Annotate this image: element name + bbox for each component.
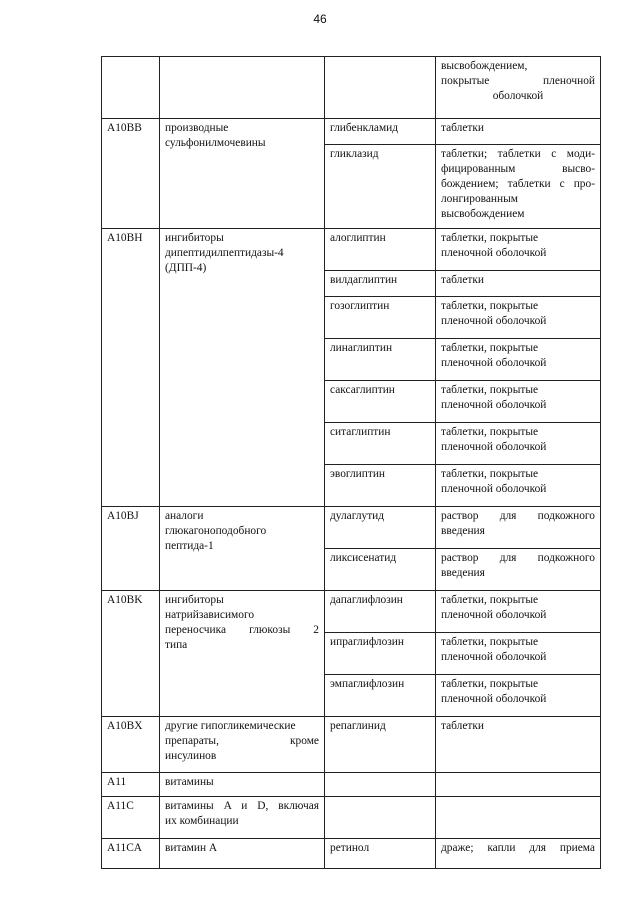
dosage-form-line: таблетки bbox=[441, 274, 485, 286]
dosage-form-cell bbox=[436, 297, 601, 339]
drug-name-cell: ипраглифлозин bbox=[325, 633, 436, 675]
drug-name-cell: саксаглиптин bbox=[325, 381, 436, 423]
table-row bbox=[102, 717, 601, 773]
dosage-form-line: пленочной оболочкой bbox=[441, 441, 547, 454]
group-name-cell bbox=[160, 717, 325, 773]
dosage-form-cell bbox=[436, 797, 601, 839]
group-name-line: натрийзависимого bbox=[165, 609, 255, 622]
dosage-form-cell bbox=[436, 271, 601, 297]
group-name-line: витамин A bbox=[165, 842, 218, 854]
drug-name-cell: ликсисенатид bbox=[325, 549, 436, 591]
group-name-cell bbox=[160, 591, 325, 717]
table-row bbox=[102, 507, 601, 549]
atc-code-cell: A11 bbox=[102, 773, 160, 797]
dosage-form-cell bbox=[436, 675, 601, 717]
dosage-form-cell bbox=[436, 339, 601, 381]
dosage-form-line: пленочной оболочкой bbox=[441, 399, 547, 412]
dosage-form-line: оболочкой bbox=[492, 90, 544, 103]
dosage-form-cell bbox=[436, 633, 601, 675]
group-name-line: производные bbox=[165, 122, 229, 134]
dosage-form-line: таблетки, покрытые bbox=[441, 232, 539, 244]
dosage-form-line: высвобождением bbox=[441, 208, 525, 221]
group-name-line: препараты, кроме bbox=[165, 735, 319, 748]
dosage-form-cell bbox=[436, 465, 601, 507]
dosage-form-cell bbox=[436, 717, 601, 773]
table-row bbox=[102, 57, 601, 119]
table-row bbox=[102, 839, 601, 869]
group-name-line: другие гипогликемические bbox=[165, 720, 296, 732]
drug-name-cell: эвоглиптин bbox=[325, 465, 436, 507]
group-name-line: типа bbox=[165, 639, 188, 652]
dosage-form-line: высвобождением, bbox=[441, 60, 528, 72]
drug-name-cell: гозоглиптин bbox=[325, 297, 436, 339]
dosage-form-cell bbox=[436, 507, 601, 549]
dosage-form-line: пленочной оболочкой bbox=[441, 483, 547, 496]
dosage-form-cell bbox=[436, 229, 601, 271]
group-name-line: ингибиторы bbox=[165, 232, 224, 244]
dosage-form-cell bbox=[436, 381, 601, 423]
table-row bbox=[102, 119, 601, 145]
group-name-line: глюкагоноподобного bbox=[165, 525, 267, 538]
dosage-form-cell bbox=[436, 57, 601, 119]
page-number: 46 bbox=[313, 12, 327, 26]
dosage-form-line: пленочной оболочкой bbox=[441, 651, 547, 664]
drug-name-cell: гликлазид bbox=[325, 145, 436, 229]
dosage-form-line: таблетки, покрытые bbox=[441, 342, 539, 354]
group-name-line: переносчика глюкозы 2 bbox=[165, 624, 319, 637]
group-name-cell bbox=[160, 773, 325, 797]
table-row bbox=[102, 773, 601, 797]
dosage-form-line: пленочной оболочкой bbox=[441, 315, 547, 328]
dosage-form-line: пленочной оболочкой bbox=[441, 357, 547, 370]
dosage-form-line: таблетки, покрытые bbox=[441, 426, 539, 438]
drug-name-cell bbox=[325, 797, 436, 839]
dosage-form-line: драже; капли для приема bbox=[441, 842, 595, 854]
dosage-form-line: таблетки bbox=[441, 122, 485, 134]
table-row bbox=[102, 229, 601, 271]
dosage-form-line: таблетки, покрытые bbox=[441, 636, 539, 648]
atc-code-cell: A10BX bbox=[102, 717, 160, 773]
group-name-line: инсулинов bbox=[165, 750, 217, 763]
drug-name-cell: вилдаглиптин bbox=[325, 271, 436, 297]
dosage-form-line: таблетки, покрытые bbox=[441, 678, 539, 690]
dosage-form-line: таблетки, покрытые bbox=[441, 594, 539, 606]
drug-name-cell: алоглиптин bbox=[325, 229, 436, 271]
group-name-cell bbox=[160, 797, 325, 839]
drug-name-cell: линаглиптин bbox=[325, 339, 436, 381]
drug-name-cell: ретинол bbox=[325, 839, 436, 869]
group-name-line: ингибиторы bbox=[165, 594, 224, 606]
atc-code-cell: A11C bbox=[102, 797, 160, 839]
drug-name-cell bbox=[325, 773, 436, 797]
drug-name-cell bbox=[325, 57, 436, 119]
table-row bbox=[102, 591, 601, 633]
dosage-form-line: таблетки; таблетки с моди- bbox=[441, 148, 595, 160]
dosage-form-cell bbox=[436, 423, 601, 465]
dosage-form-line: лонгированным bbox=[441, 193, 518, 206]
dosage-form-line: фицированным высво- bbox=[441, 163, 595, 176]
dosage-form-line: таблетки, покрытые bbox=[441, 384, 539, 396]
atc-code-cell: A10BK bbox=[102, 591, 160, 717]
dosage-form-line: пленочной оболочкой bbox=[441, 609, 547, 622]
atc-code-cell: A10BB bbox=[102, 119, 160, 229]
atc-code-cell: A10BJ bbox=[102, 507, 160, 591]
dosage-form-cell bbox=[436, 119, 601, 145]
medication-table bbox=[101, 56, 601, 869]
group-name-line: их комбинации bbox=[165, 815, 239, 828]
dosage-form-cell bbox=[436, 591, 601, 633]
drug-name-cell: ситаглиптин bbox=[325, 423, 436, 465]
drug-name-cell: эмпаглифлозин bbox=[325, 675, 436, 717]
dosage-form-line: раствор для подкожного bbox=[441, 510, 595, 522]
dosage-form-line: пленочной оболочкой bbox=[441, 247, 547, 260]
dosage-form-line: таблетки, покрытые bbox=[441, 468, 539, 480]
dosage-form-cell bbox=[436, 773, 601, 797]
dosage-form-line: таблетки bbox=[441, 720, 485, 732]
dosage-form-cell bbox=[436, 549, 601, 591]
table-row bbox=[102, 797, 601, 839]
dosage-form-line: введения bbox=[441, 567, 485, 580]
group-name-cell bbox=[160, 229, 325, 507]
dosage-form-cell bbox=[436, 839, 601, 869]
dosage-form-line: таблетки, покрытые bbox=[441, 300, 539, 312]
drug-name-cell: дапаглифлозин bbox=[325, 591, 436, 633]
dosage-form-line: бождением; таблетки с про- bbox=[441, 178, 595, 191]
dosage-form-cell bbox=[436, 145, 601, 229]
atc-code-cell: A11CA bbox=[102, 839, 160, 869]
atc-code-cell bbox=[102, 57, 160, 119]
drug-name-cell: глибенкламид bbox=[325, 119, 436, 145]
dosage-form-line: раствор для подкожного bbox=[441, 552, 595, 564]
group-name-line: пептида-1 bbox=[165, 540, 214, 553]
drug-name-cell: дулаглутид bbox=[325, 507, 436, 549]
group-name-line: (ДПП-4) bbox=[165, 262, 207, 275]
dosage-form-line: введения bbox=[441, 525, 485, 538]
group-name-cell bbox=[160, 839, 325, 869]
atc-code-cell: A10BH bbox=[102, 229, 160, 507]
group-name-cell bbox=[160, 57, 325, 119]
group-name-line: сульфонилмочевины bbox=[165, 137, 266, 150]
group-name-cell bbox=[160, 507, 325, 591]
dosage-form-line: пленочной оболочкой bbox=[441, 693, 547, 706]
group-name-line: витамины bbox=[165, 776, 214, 788]
group-name-line: дипептидилпептидазы-4 bbox=[165, 247, 284, 260]
group-name-line: витамины A и D, включая bbox=[165, 800, 319, 812]
drug-name-cell: репаглинид bbox=[325, 717, 436, 773]
group-name-line: аналоги bbox=[165, 510, 204, 522]
dosage-form-line: покрытые пленочной bbox=[441, 75, 595, 88]
group-name-cell bbox=[160, 119, 325, 229]
